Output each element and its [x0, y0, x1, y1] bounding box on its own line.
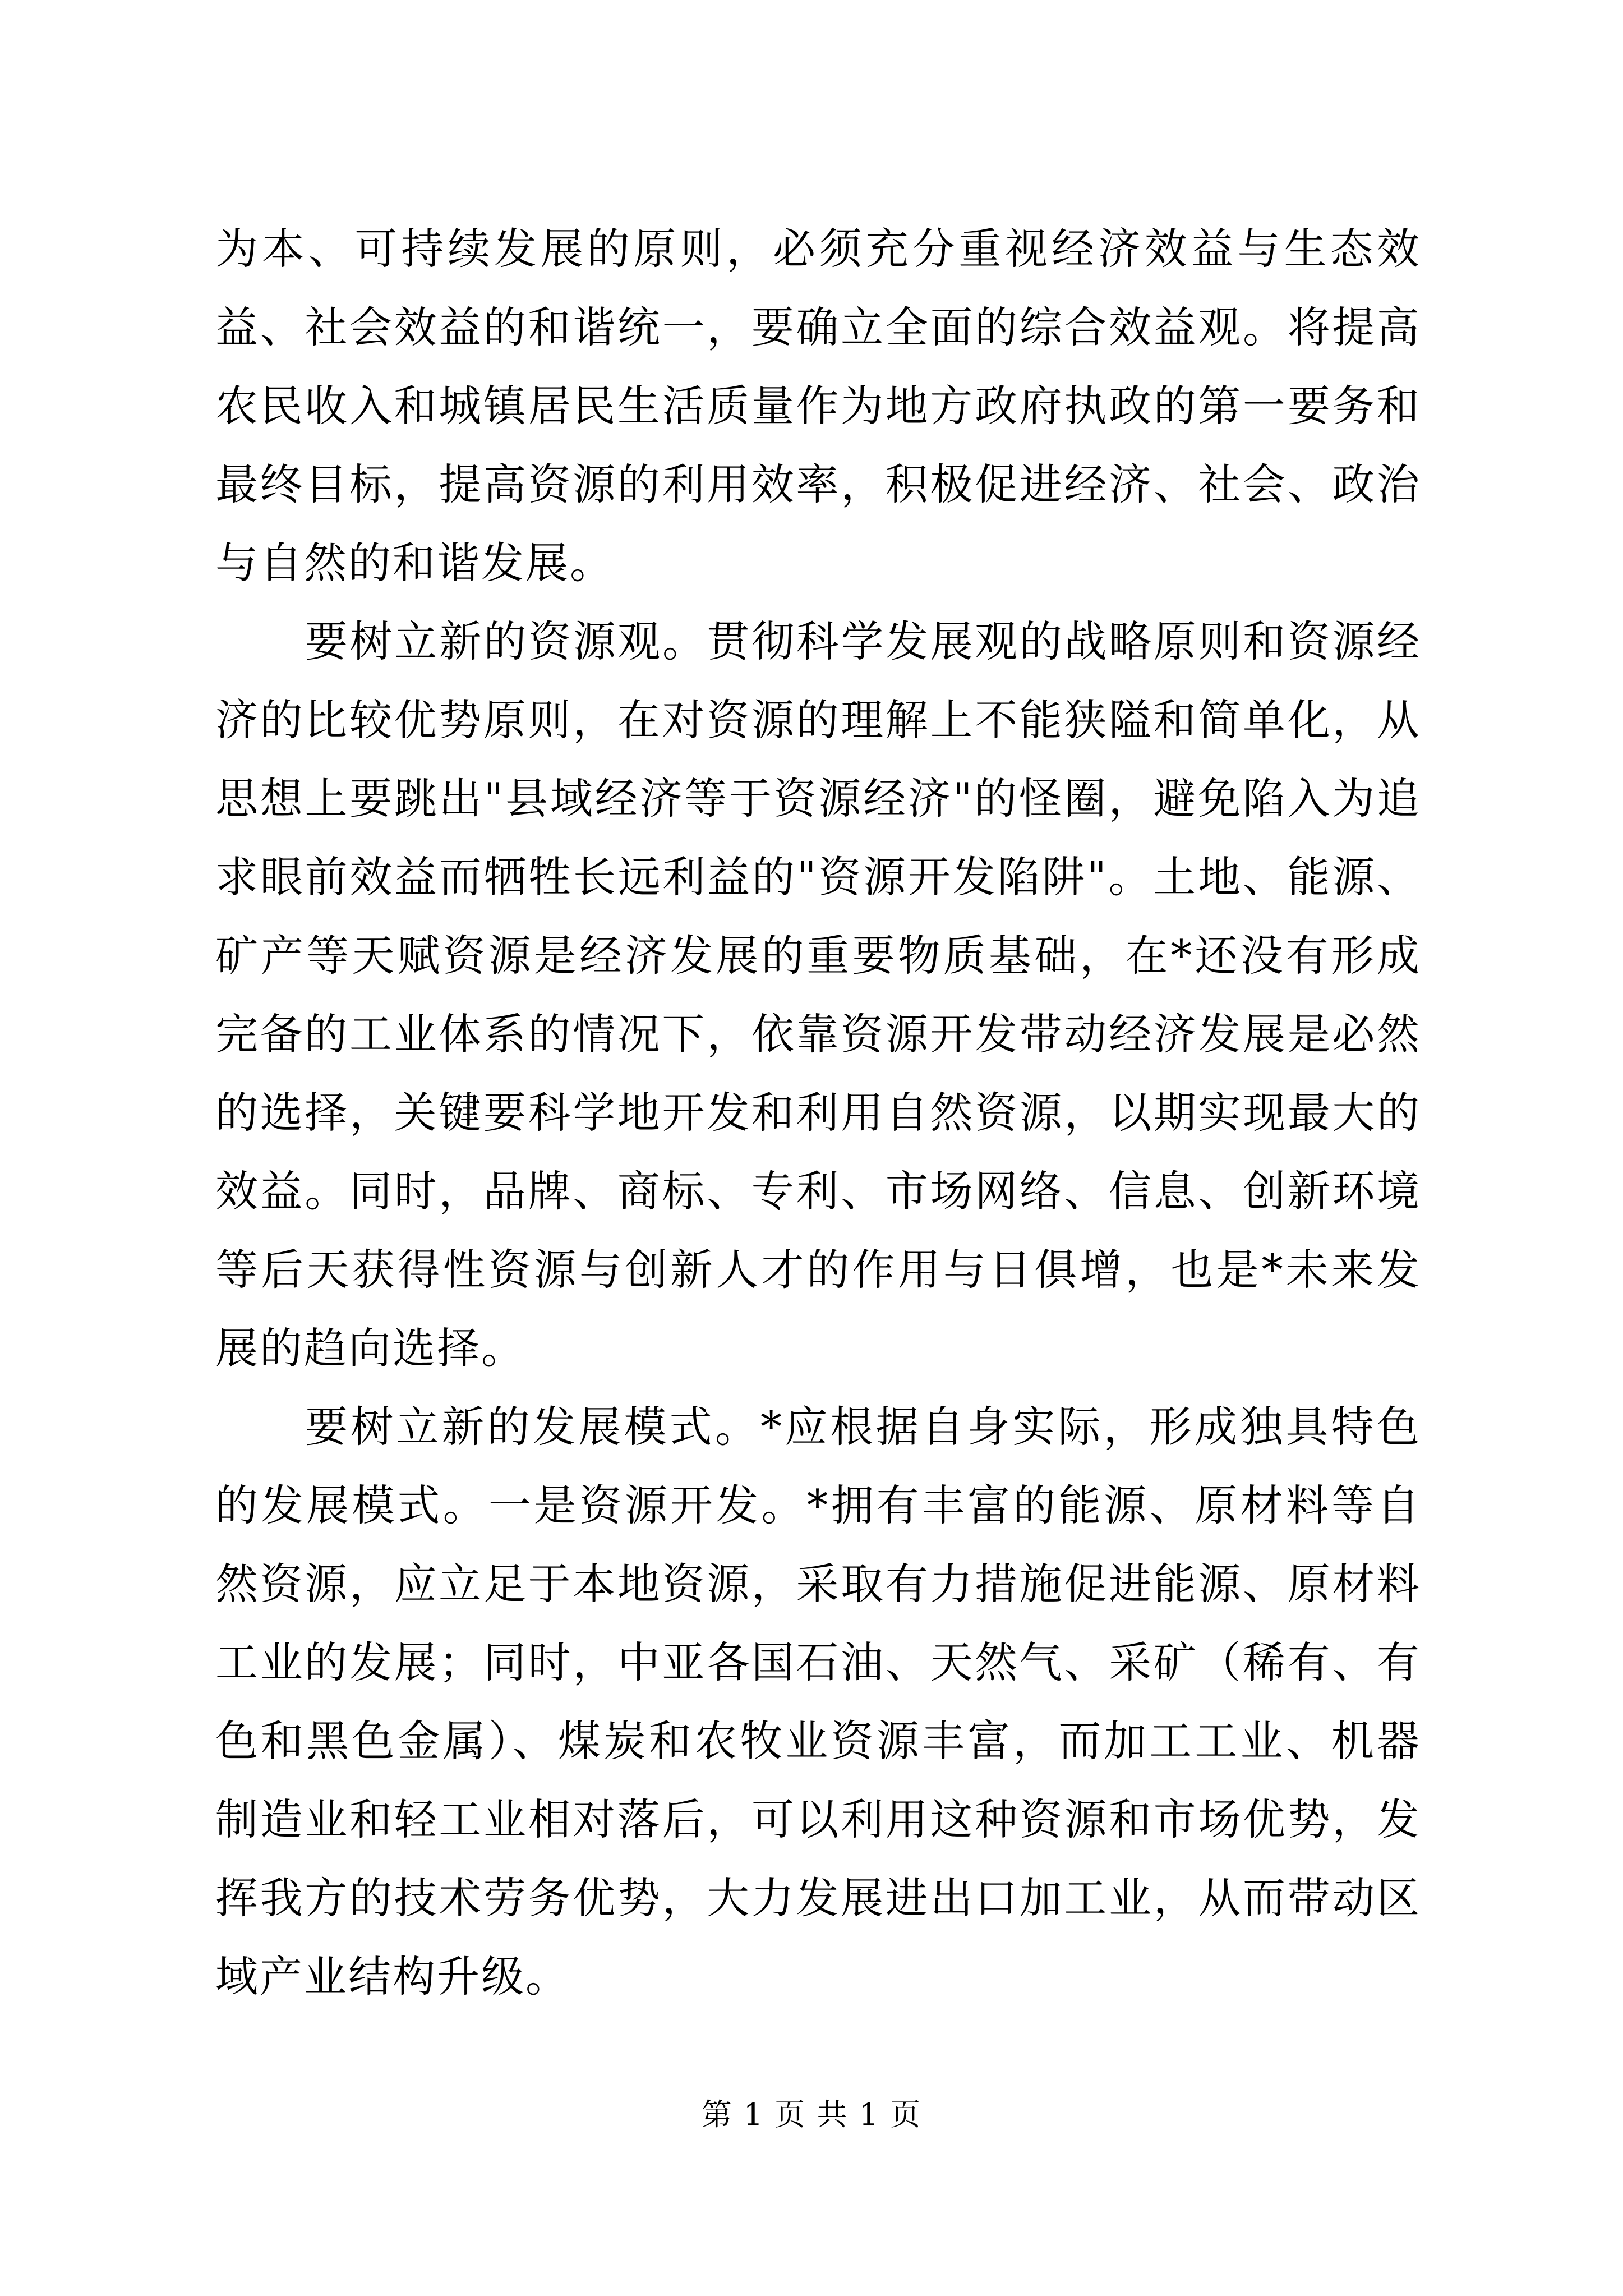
paragraph-continued: 为本、可持续发展的原则，必须充分重视经济效益与生态效益、社会效益的和谐统一，要确立全面的综合效益观。将提高农民收入和城镇居民生活质量作为地方政府执政的第一要务和最终目标，提高资源的利用效率，积极促进经济、社会、政治与自然的和谐发展。 — [215, 224, 1421, 588]
paragraph-development-model: 要树立新的发展模式。*应根据自身实际，形成独具特色的发展模式。一是资源开发。*拥有丰富的能源、原材料等自然资源，应立足于本地资源，采取有力措施促进能源、原材料工业的发展；同时，中亚各国石油、天然气、采矿（稀有、有色和黑色金属）、煤炭和农牧业资源丰富，而加工工业、机器制造业和轻工业相对落后，可以利用这种资源和市场优势，发挥我方的技术劳务优势，大力发展进出口加工业，从而带动区域产业结构升级。 — [215, 1402, 1421, 2001]
page-number-footer: 第 1 页 共 1 页 — [701, 2097, 922, 2132]
document-body — [215, 210, 1421, 2016]
paragraph-resource-view: 要树立新的资源观。贯彻科学发展观的战略原则和资源经济的比较优势原则，在对资源的理解上不能狭隘和简单化，从思想上要跳出"县域经济等于资源经济"的怪圈，避免陷入为追求眼前效益而牺牲长远利益的"资源开发陷阱"。土地、能源、矿产等天赋资源是经济发展的重要物质基础，在*还没有形成完备的工业体系的情况下，依靠资源开发带动经济发展是必然的选择，关键要科学地开发和利用自然资源，以期实现最大的效益。同时，品牌、商标、专利、市场网络、信息、创新环境等后天获得性资源与创新人才的作用与日俱增，也是*未来发展的趋向选择。 — [215, 616, 1421, 1373]
